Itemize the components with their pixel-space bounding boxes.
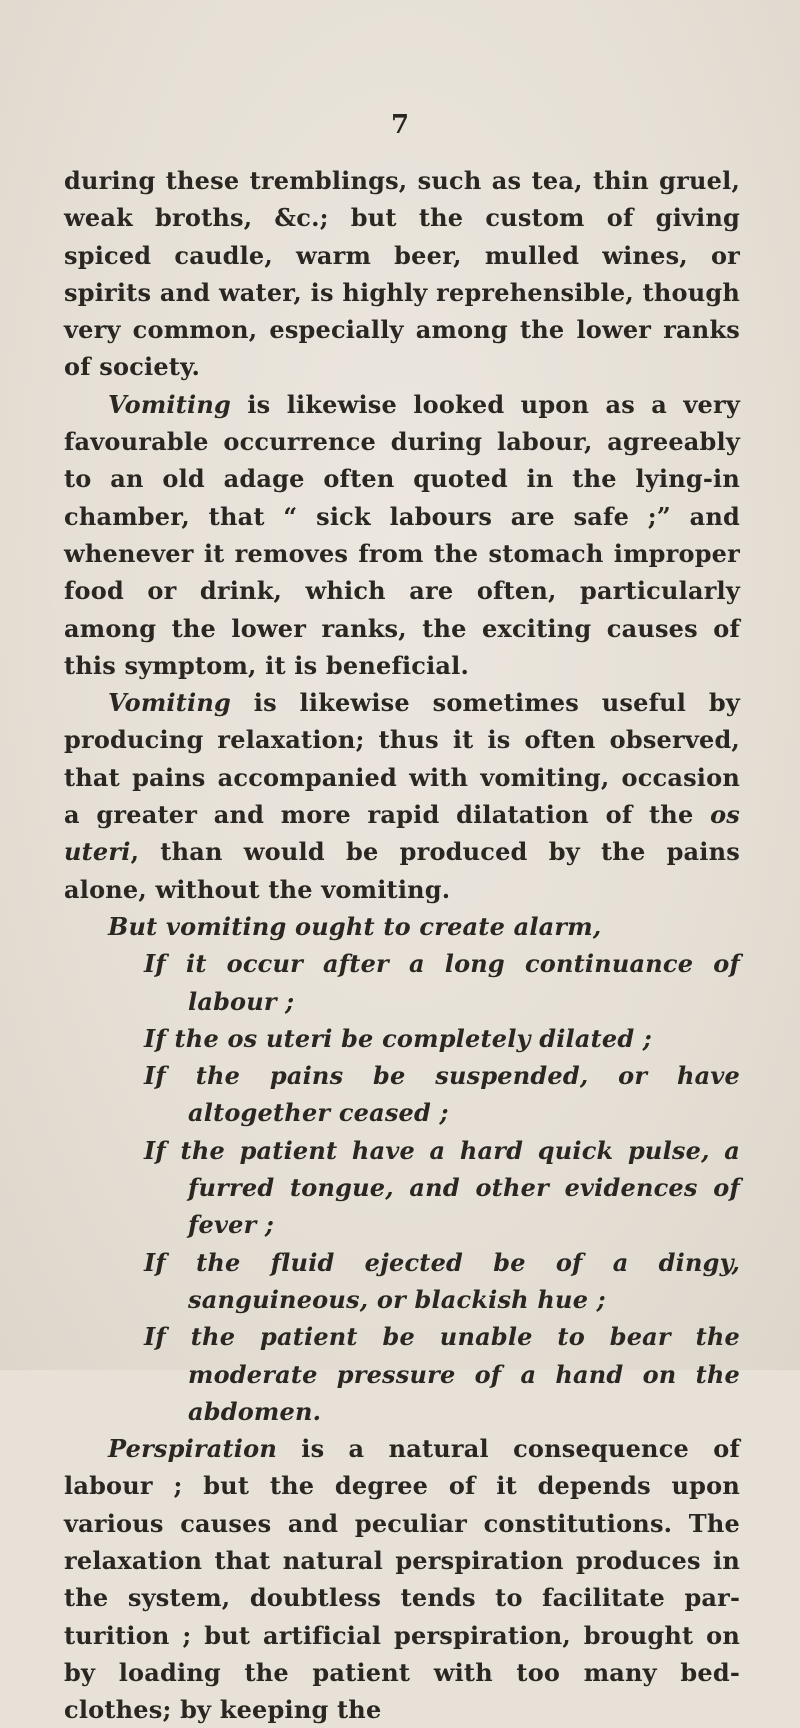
italic-text: If the pains be suspended, or have altogether ceased ; bbox=[144, 1061, 740, 1128]
italic-text: os uteri bbox=[227, 1023, 333, 1053]
italic-text: Vomiting bbox=[108, 688, 231, 718]
italic-text: If the bbox=[144, 1023, 228, 1053]
paragraph bbox=[64, 908, 740, 945]
list-item bbox=[144, 1318, 740, 1430]
text-run: , than would be produced by the pains alone, without the vomiting. bbox=[64, 837, 740, 904]
italic-text: Perspiration bbox=[108, 1434, 277, 1464]
italic-text: If the patient be unable to bear the moderate pressure of a hand on the bbox=[144, 1322, 740, 1389]
list-item bbox=[144, 1244, 740, 1319]
italic-text: If the fluid ejected be of a dingy, sanguineous, or blackish hue ; bbox=[144, 1247, 740, 1314]
italic-text: Vomiting bbox=[108, 389, 231, 419]
italic-text: If the patient have a hard quick pulse, a furred tongue, and other evidences of fever ; bbox=[144, 1135, 740, 1240]
italic-text: abdomen bbox=[188, 1396, 313, 1426]
italic-text: be completely dilated ; bbox=[332, 1023, 652, 1053]
italic-text: If it occur after a long continuance of labour ; bbox=[144, 949, 740, 1016]
page-number: 7 bbox=[390, 110, 410, 140]
list-item bbox=[144, 1132, 740, 1244]
list-item bbox=[144, 1020, 740, 1057]
condition-list bbox=[64, 945, 740, 1430]
body-text bbox=[64, 162, 740, 1728]
text-run: during these tremblings, such as tea, thin gruel, weak broths, &c.; but the custom of giving spiced caudle, warm beer, mulled wines, or spirits and water, is highly reprehensible, though very common, especially among the lower ranks of society. bbox=[64, 166, 740, 382]
text-run: is likewise looked upon as a very favourable occurrence during labour, agreeably to an old adage often quoted in the lying-in chamber, that “ sick labours are safe ;” and whenever it removes from the stomach improper food or drink, which are often, particularly among the lower ranks, the exciting causes of this symptom, it is beneficial. bbox=[64, 389, 740, 680]
italic-text: . bbox=[312, 1396, 322, 1426]
paragraph bbox=[64, 386, 740, 684]
paragraph bbox=[64, 684, 740, 908]
italic-text: But vomiting ought to create alarm, bbox=[108, 911, 602, 941]
paragraph bbox=[64, 162, 740, 386]
list-item bbox=[144, 1057, 740, 1132]
text-run: is a natural consequence of labour ; but the degree of it depends upon various causes and peculiar constitutions. The relaxation that natural perspiration produces in the system, doubtless tends to facilitate parturition ; but artificial perspiration, brought on by loading the patient with too many bed-clothes; by keeping the bbox=[64, 1434, 740, 1725]
paragraph-closing bbox=[64, 1430, 740, 1728]
italic-text: os uteri bbox=[64, 800, 740, 867]
list-item bbox=[144, 945, 740, 1020]
text-run: is likewise sometimes useful by producing relaxation; thus it is often observed, that pains accompanied with vomiting, occasion a greater and more rapid dilatation of the bbox=[64, 688, 740, 830]
